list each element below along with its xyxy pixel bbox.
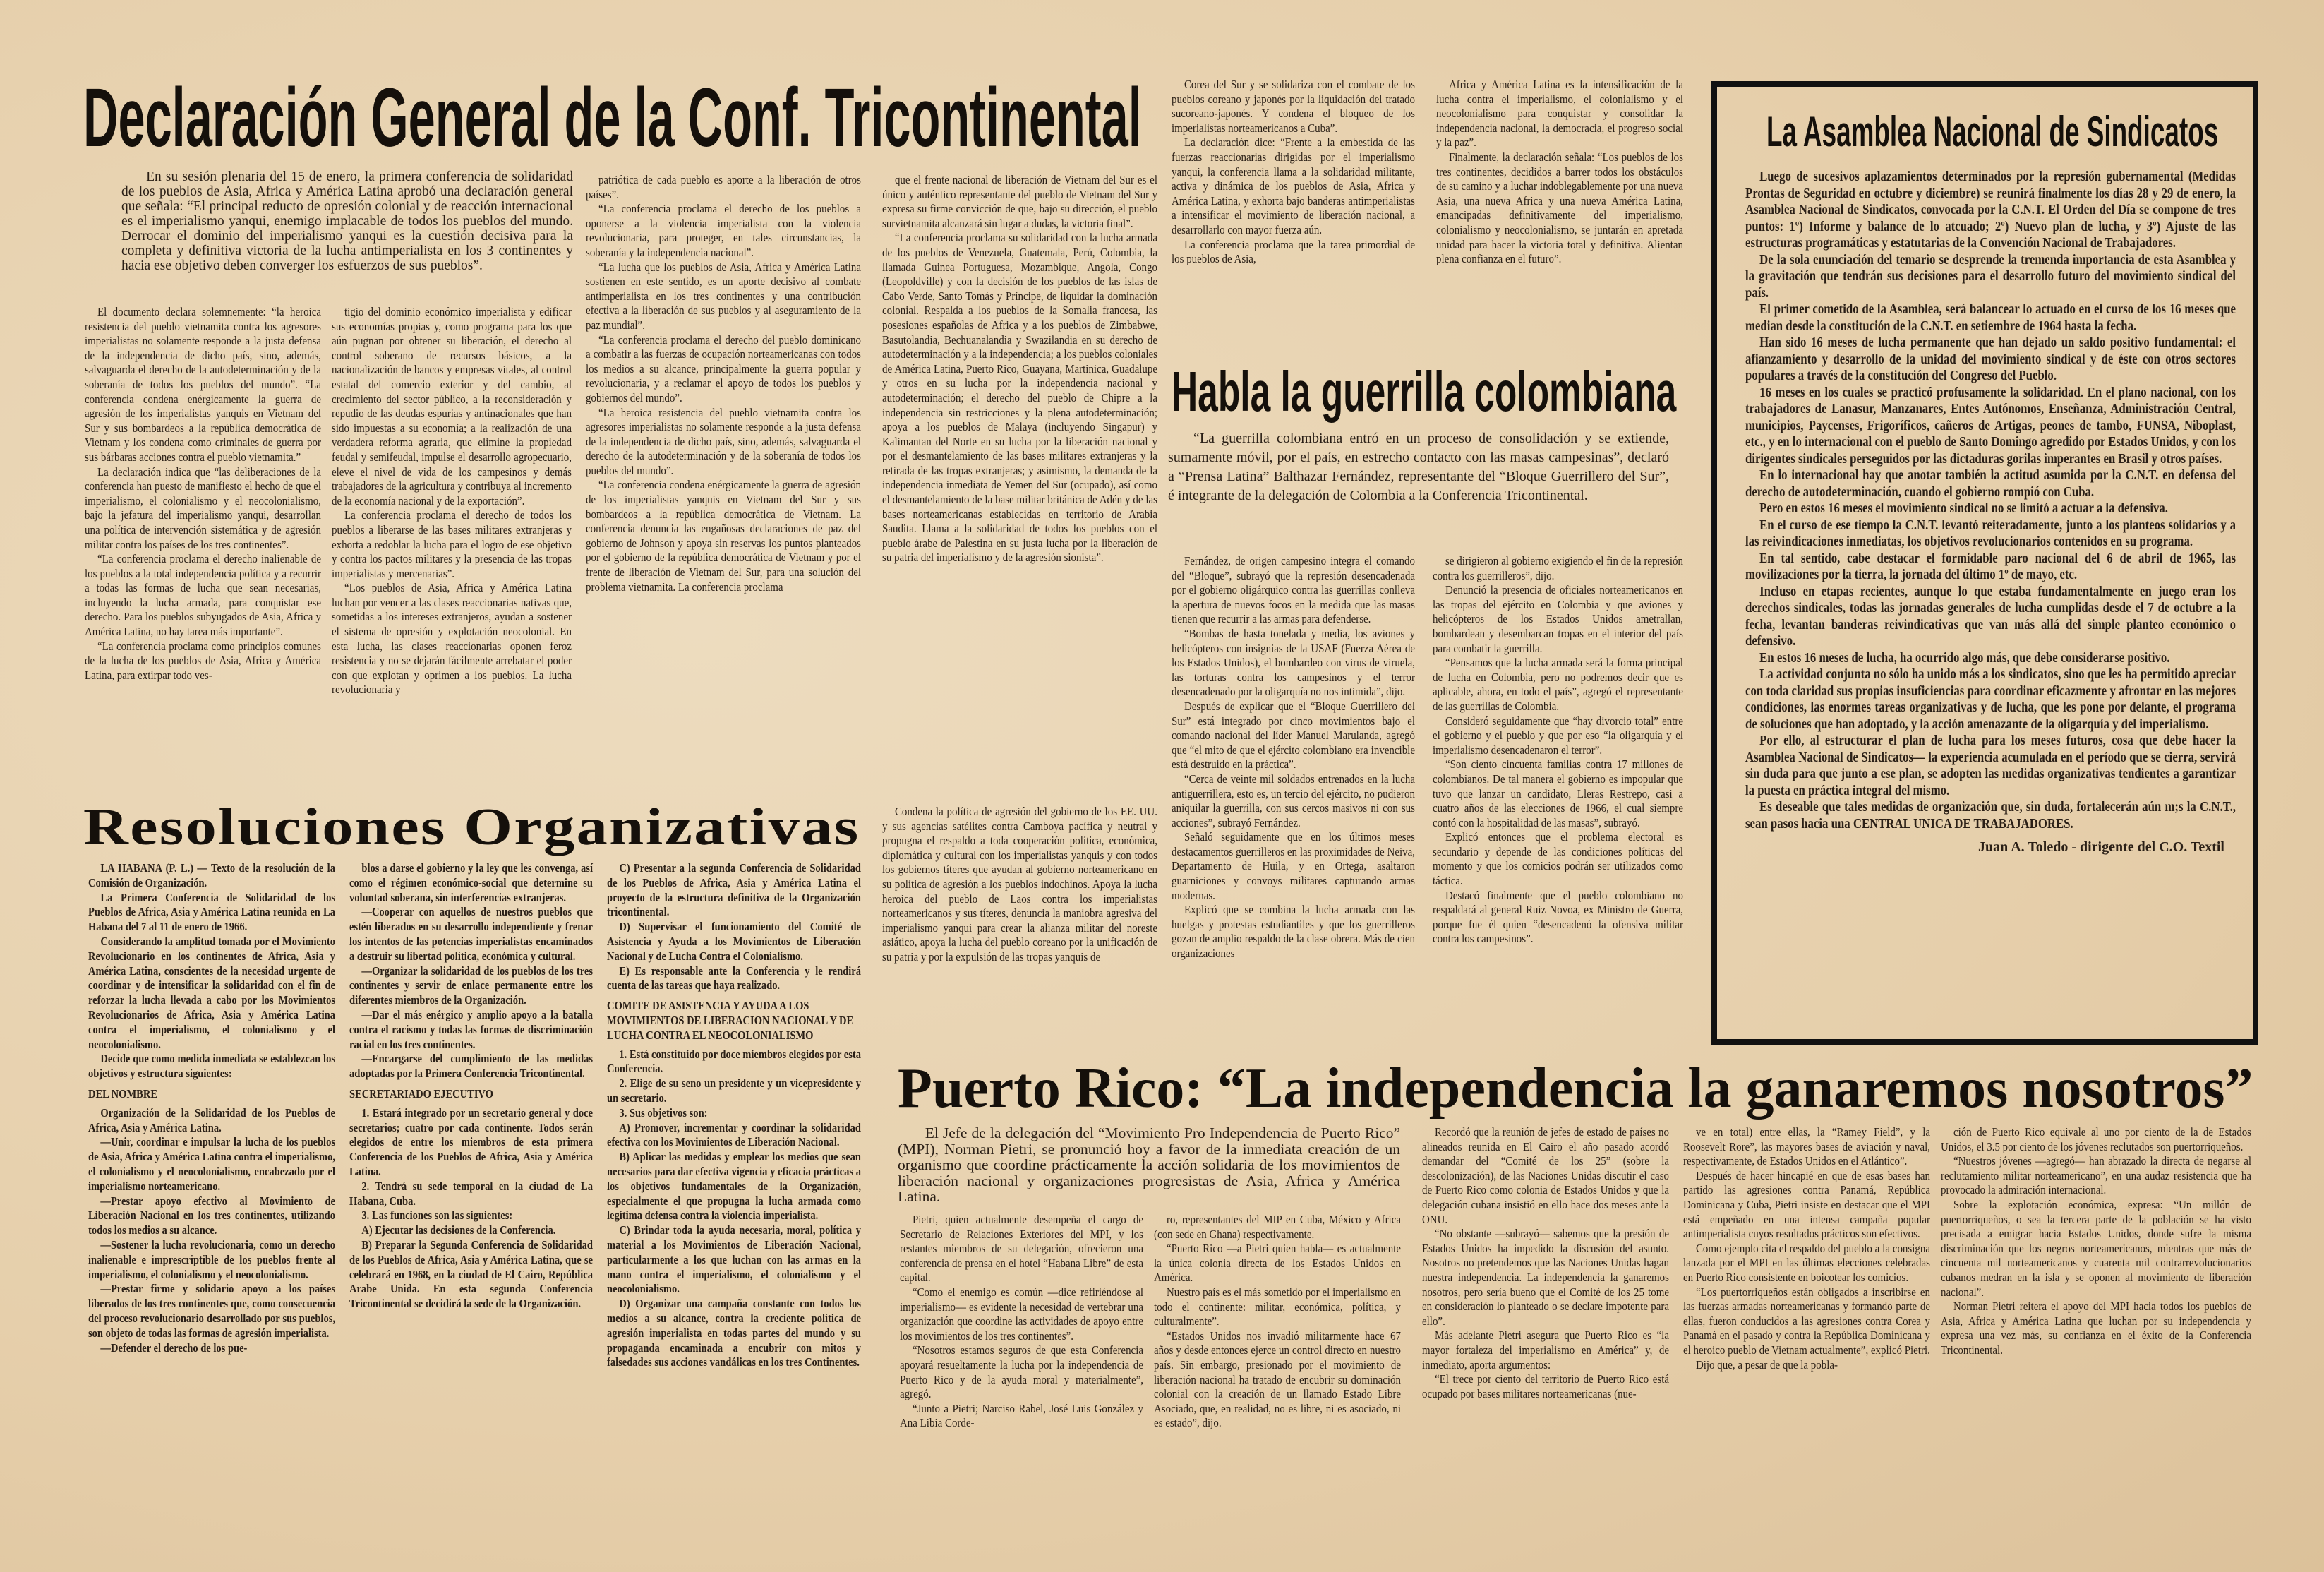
paragraph: C) Presentar a la segunda Conferencia de Solidaridad de los Pueblos de Africa, Asia y América Latina el proyecto de la estructura definitiva de la Organización tricontinental.: [607, 861, 861, 919]
puertorico-column-3: [1422, 1125, 1669, 1401]
puertorico-column-1: [900, 1213, 1143, 1431]
tricontinental-column-1: [85, 305, 321, 683]
asamblea-headline: La Asamblea Nacional de Sindicatos: [1766, 108, 2219, 155]
paragraph: Africa y América Latina es la intensificación de la lucha contra el imperialismo, el colonialismo y el neocolonialismo para conquistar y consolidar la independencia nacional, la democracia, el progreso social y la paz”.: [1436, 78, 1683, 150]
paragraph: Por ello, al estructurar el plan de lucha para los meses futuros, cosa que debe hacer la Asamblea Nacional de Sindicatos— la experiencia acumulada en el período que se cierra, servirá sin duda para que junto a ese plan, se adopten las medidas organizativas tendientes a garantizar la puesta en práctica integral del mismo.: [1745, 733, 2236, 798]
tricontinental-column-6: [1172, 78, 1415, 267]
paragraph: tigio del dominio económico imperialista y edificar sus economías propias y, como programa para los que aún pugnan por obtener su liberación, el derecho al control soberano de recursos básicos, a la nacionalización de bancos y empresas vitales, al control estatal del comercio exterior y del cambio, al crecimiento del sector público, a la reconsideración y repudio de las deudas espurias y antinacionales que han sido impuestas a su economía; a la realización de una verdadera reforma agraria, que elimine la propiedad feudal y semifeudal, impulse el desarrollo agropecuario, eleve el nivel de vida de los campesinos y demás trabajadores de la agricultura y contribuya al incremento de la economía nacional y de la exportación”.: [332, 305, 572, 508]
paragraph: —Organizar la solidaridad de los pueblos de los tres continentes y servir de enlace permanente entre los diferentes miembros de la Organización.: [349, 964, 593, 1007]
paragraph: A) Ejecutar las decisiones de la Conferencia.: [361, 1223, 556, 1237]
guerrilla-column-1: [1172, 554, 1415, 961]
paragraph: Pietri, quien actualmente desempeña el cargo de Secretario de Relaciones Exteriores del MPI, y los restantes miembros de su delegación, ofrecieron una conferencia de prensa en el hotel “Habana Libre” de esta capital.: [900, 1213, 1143, 1285]
paragraph: La declaración indica que “las deliberaciones de la conferencia han puesto de manifiesto el hecho de que el imperialismo, el colonialismo y el neocolonialismo, bajo la jefatura del imperialismo yanqui, desarrollan una política de intervención sistemática y de agresión militar contra los países de los tres continentes”.: [85, 464, 321, 551]
paragraph: —Prestar apoyo efectivo al Movimiento de Liberación Nacional en los tres continentes, utilizando todos los medios a su alcance.: [88, 1194, 335, 1237]
paragraph: De la sola enunciación del temario se desprende la tremenda importancia de esta Asamblea y la gravitación que tendrán sus decisiones para el desarrollo futuro del movimiento sindical del país.: [1745, 252, 2236, 301]
paragraph: Nuestro país es el más sometido por el imperialismo en todo el continente: militar, económica, política, y culturalmente”.: [1154, 1285, 1401, 1328]
guerrilla-lede: [1168, 429, 1669, 505]
paragraph: “Junto a Pietri; Narciso Rabel, José Luis González y Ana Libia Corde-: [900, 1401, 1143, 1430]
paragraph: En lo internacional hay que anotar también la actitud asumida por la C.N.T. en defensa del derecho de autodeterminación, cuando el gobierno rompió con Cuba.: [1745, 468, 2236, 500]
paragraph: B) Aplicar las medidas y emplear los medios que sean necesarios para dar efectiva vigencia y eficacia prácticas a los objetivos fundamentales de la Organización, especialmente el que propugna la lucha armada como legítima defensa contra la violencia imperialista.: [607, 1150, 861, 1223]
paragraph: Pero en estos 16 meses el movimiento sindical no se limitó a actuar a la defensiva.: [1759, 501, 2168, 516]
tricontinental-column-3: [586, 173, 861, 594]
paragraph: Norman Pietri reitera el apoyo del MPI hacia todos los pueblos de Asia, Africa y América Latina que luchan por su independencia y expresa una vez más, su confianza en el éxito de la Conferencia Tricontinental.: [1941, 1300, 2251, 1357]
paragraph: —Dar el más enérgico y amplio apoyo a la batalla contra el racismo y todas las formas de discriminación racial en los tres continentes.: [349, 1007, 593, 1051]
paragraph: Explicó que se combina la lucha armada con las huelgas y protestas estudiantiles y que los guerrilleros gozan de amplio respaldo de la clase obrera. Más de cien organizaciones: [1172, 903, 1415, 961]
asamblea-box: [1711, 81, 2258, 1045]
paragraph: D) Supervisar el funcionamiento del Comité de Asistencia y Ayuda a los Movimientos de Liberación Nacional y de Lucha Contra el Colonialismo.: [607, 920, 861, 963]
paragraph: “Cerca de veinte mil soldados entrenados en la lucha antiguerrillera, esto es, un tercio del ejército, no pudieron aniquilar la guerrilla, con sus cercos masivos ni con sus acciones”, subrayó Fernández.: [1172, 772, 1415, 829]
paragraph: En tal sentido, cabe destacar el formidable paro nacional del 6 de abril de 1965, las movilizaciones por la tierra, la jornada del último 1º de mayo, etc.: [1745, 551, 2236, 582]
paragraph: A) Promover, incrementar y coordinar la solidaridad efectiva con los Movimientos de Liberación Nacional.: [607, 1120, 861, 1149]
resoluciones-column-2: [349, 861, 593, 1312]
paragraph: B) Preparar la Segunda Conferencia de Solidaridad de los Pueblos de Africa, Asia y América Latina, que se celebrará en 1968, en la ciudad de El Cairo, República Arabe Unida. En esta segunda Conferencia Tricontinental se decidirá la sede de la Organización.: [349, 1237, 593, 1311]
paragraph: Han sido 16 meses de lucha permanente que han dejado un saldo positivo fundamental: el afianzamiento y desarrollo de la unidad del movimiento sindical y de éste con otros sectores populares a través de la constitución del Congreso del Pueblo.: [1745, 335, 2236, 383]
paragraph: Como ejemplo cita el respaldo del pueblo a la consigna lanzada por el MPI en las últimas elecciones celebradas en Puerto Rico consistente en boicotear los comicios.: [1683, 1241, 1930, 1284]
resoluciones-column-3: [607, 861, 861, 1370]
paragraph: Dijo que, a pesar de que la pobla-: [1695, 1357, 1838, 1372]
paragraph: En estos 16 meses de lucha, ha ocurrido algo más, que debe considerarse positivo.: [1759, 650, 2170, 666]
paragraph: Sobre la explotación económica, expresa: “Un millón de puertorriqueños, o sea la tercera parte de la población se ha visto precisada a emigrar hacia Estados Unidos, donde sufre la misma discriminación que los negros norteamericanos, mientras que más de cincuenta mil norteamericanos y cuarenta mil contrarrevolucionarios cubanos medran en la isla y se oponen al movimiento de liberación nacional”.: [1941, 1197, 2251, 1299]
paragraph: Organización de la Solidaridad de los Pueblos de Africa, Asia y América Latina.: [88, 1105, 335, 1134]
paragraph: —Encargarse del cumplimiento de las medidas adoptadas por la Primera Conferencia Tricontinental.: [349, 1052, 593, 1081]
paragraph: Recordó que la reunión de jefes de estado de países no alineados reunida en El Cairo el año pasado acordó demandar del “Comité de los 25” (sobre la descolonización), de las Naciones Unidas discutir el caso de Puerto Rico como colonia de Estados Unidos y que la delegación cubana insistió en ello hace dos meses ante la ONU.: [1422, 1125, 1669, 1226]
puertorico-lede: [898, 1125, 1400, 1205]
puertorico-column-4: [1683, 1125, 1930, 1372]
paragraph: “La guerrilla colombiana entró en un proceso de consolidación y se extiende, sumamente móvil, por el país, en estrecho contacto con las masas campesinas”, declaró a “Prensa Latina” Balthazar Fernández, representante del “Bloque Guerrillero del Sur”, é integrante de la delegación de Colombia a la Conferencia Tricontinental.: [1168, 431, 1669, 503]
paragraph: Después de hacer hincapié en que de esas bases han partido las agresiones contra Panamá, República Dominicana y Cuba, Pietri insiste en destacar que el MPI está empeñado en una intensa campaña popular antimperialista cuyos resultados prácticos son efectivos.: [1683, 1168, 1930, 1241]
paragraph: 2. Tendrá su sede temporal en la ciudad de La Habana, Cuba.: [349, 1179, 593, 1208]
paragraph: “La conferencia condena enérgicamente la guerra de agresión de los imperialistas yanquis en Vietnam del Sur y sus bombardeos a la república democrática de Vietnam. La conferencia denuncia las engañosas declaraciones de paz del gobierno de Johnson y apoya sin reservas los puntos planteados por el gobierno de la república democrática de Vietnam y por el frente de liberación de Vietnam del Sur, para una solución del problema vietnamita. La conferencia proclama: [586, 478, 861, 594]
paragraph: ción de Puerto Rico equivale al uno por ciento de la de Estados Unidos, el 3.5 por ciento de los jóvenes reclutados son puertorriqueños.: [1941, 1125, 2251, 1153]
paragraph: “La conferencia proclama como principios comunes de la lucha de los pueblos de Asia, Africa y América Latina, para extirpar todo ves-: [85, 639, 321, 682]
tricontinental-lede: [121, 169, 573, 273]
section-heading: COMITE DE ASISTENCIA Y AYUDA A LOS MOVIMIENTOS DE LIBERACION NACIONAL Y DE LUCHA CONTRA EL NEOCOLONIALISMO: [607, 999, 854, 1042]
tricontinental-column-4: [882, 173, 1157, 565]
paragraph: blos a darse el gobierno y la ley que les convenga, así como el régimen económico-social que determine su voluntad soberana, sin interferencias extranjeras.: [349, 861, 593, 904]
paragraph: Denunció la presencia de oficiales norteamericanos en las tropas del ejército en Colombia y que aviones y helicópteros de los Estados Unidos ametrallan, bombardean y desembarcan tropas en el interior del país para combatir la guerrilla.: [1433, 583, 1683, 655]
paragraph: El primer cometido de la Asamblea, será balancear lo actuado en el curso de los 16 meses que median desde la constitución de la C.N.T. en setiembre de 1964 hasta la fecha.: [1745, 302, 2236, 334]
paragraph: Después de explicar que el “Bloque Guerrillero del Sur” está integrado por cinco movimientos bajo el comando nacional del líder Manuel Marulanda, agregó que “el mito de que el ejército colombiano era invencible está destruido en la práctica”.: [1172, 699, 1415, 772]
asamblea-signature: Juan A. Toledo - dirigente del C.O. Textil: [1978, 839, 2224, 855]
paragraph: “La conferencia proclama su solidaridad con la lucha armada de los pueblos de Venezuela, Guatemala, Perú, Colombia, la llamada Guinea Portuguesa, Mozambique, Angola, Congo (Leopoldville) y con la decisión de los pueblos de las islas de Cabo Verde, Santo Tomás y Príncipe, de liquidar la dominación colonial. Respalda a los pueblos de la Somalia francesa, las posesiones españolas de Africa y a los pueblos de Zimbabwe, Basutolandia, Bechuanalandia y Swazilandia en su derecho de autodeterminación y a la independencia; a los pueblos coloniales de América Latina, Puerto Rico, Guayana, Martinica, Guadalupe y otros en su lucha por la independencia nacional y autodeterminación; el derecho del pueblo de Chipre a la independencia sin restricciones y la plena autodeterminación; apoya a los pueblos de Malaya (incluyendo Singapur) y Kalimantan del Norte en su lucha por la liberación nacional y por el desmantelamiento de las bases militares extranjeras y la retirada de las tropas extranjeras; y asimismo, la demanda de la independencia inmediata de Yemen del Sur (ocupado), así como el desmantelamiento de la base militar británica de Adén y de las bases norteamericanas establecidas en territorio de Arabia Saudita. Llama a la solidaridad de todos los pueblos con el pueblo árabe de Palestina en su justa lucha por la liberación de su patria del imperialismo y de la agresión sionista”.: [882, 231, 1157, 565]
puertorico-headline: Puerto Rico: “La independencia la ganaremos nosotros”: [898, 1057, 2253, 1120]
paragraph: “Los pueblos de Asia, Africa y América Latina luchan por vencer a las clases reaccionarias nativas que, sometidas a los intereses extranjeros, ayudan a sostener el sistema de opresión y explotación neocolonial. En esta lucha, las clases reaccionarias oponen feroz resistencia y no se dejarán fácilmente arrebatar el poder con que explotan y oprimen a los pueblos. La lucha revolucionaria y: [332, 581, 572, 697]
paragraph: Más adelante Pietri asegura que Puerto Rico es “la mayor fortaleza del imperialismo en América” y, de inmediato, aporta argumentos:: [1422, 1328, 1669, 1372]
paragraph: Decide que como medida inmediata se establezcan los objetivos y estructura siguientes:: [88, 1052, 335, 1081]
guerrilla-column-2: [1433, 554, 1683, 947]
paragraph: “Pensamos que la lucha armada será la forma principal de lucha en Colombia, pero no podremos decir que es aplicable, ahora, en todo el país”, agregó el representante de las guerrillas de Colombia.: [1433, 656, 1683, 713]
paragraph: Señaló seguidamente que en los últimos meses destacamentos guerrilleros en las proximidades de Neiva, Departamento de Huila, y en Ortega, asaltaron guarniciones y convoys militares capturando armas modernas.: [1172, 830, 1415, 902]
paragraph: En su sesión plenaria del 15 de enero, la primera conferencia de solidaridad de los pueblos de Asia, Africa y América Latina aprobó una declaración general que señala: “El principal reducto de opresión colonial y de reacción internacional es el imperialismo yanqui, enemigo implacable de todos los pueblos del mundo. Derrocar el dominio del imperialismo yanqui es la cuestión decisiva para la completa y definitiva victoria de la lucha antimperialista en los 3 continentes y hacia ese objetivo deben converger los esfuerzos de sus pueblos”.: [121, 169, 573, 273]
paragraph: “No obstante —subrayó— sabemos que la presión de Estados Unidos ha impedido la discusión del asunto. Nosotros no pretendemos que las Naciones Unidas hagan nuestra independencia. La independencia la ganaremos nosotros, pero sería bueno que el Comité de los 25 tome en consideración lo planteado o se declare impotente para ello”.: [1422, 1227, 1669, 1328]
paragraph: —Sostener la lucha revolucionaria, como un derecho inalienable e imprescriptible de los pueblos frente al imperialismo, el colonialismo y el neocolonialismo.: [88, 1237, 335, 1281]
paragraph: La conferencia proclama el derecho de todos los pueblos a liberarse de las bases militares extranjeras y exhorta a redoblar la lucha para el logro de ese objetivo y contra los pactos militares y la presencia de las tropas imperialistas y mercenarias”.: [332, 508, 572, 580]
paragraph: Finalmente, la declaración señala: “Los pueblos de los tres continentes, decididos a barrer todos los obstáculos de su camino y a luchar indoblegablemente por una nueva Asia, una nueva Africa y una nueva América Latina, emancipadas definitivamente del imperialismo, colonialismo y neocolonialismo, se juntarán en apretada unidad para hacer la victoria total y definitiva. Alientan plena confianza en el futuro”.: [1436, 150, 1683, 266]
paragraph: Considerando la amplitud tomada por el Movimiento Revolucionario en los continentes de Africa, Asia y América Latina, conscientes de la necesidad urgente de coordinar y de intensificar la solidaridad con el fin de reforzar la lucha llevada a cabo por los Movimientos Revolucionarios de Africa, Asia y América Latina contra el imperialismo, el colonialismo y el neocolonialismo.: [88, 934, 335, 1051]
paragraph: ro, representantes del MIP en Cuba, México y Africa (con sede en Ghana) respectivamente.: [1154, 1213, 1401, 1241]
paragraph: que el frente nacional de liberación de Vietnam del Sur es el único y auténtico representante del pueblo de Vietnam del Sur y expresa su firme convicción de que, bajo su dirección, el pueblo survietnamita alcanzará sin lugar a dudas, la victoria final”.: [882, 173, 1157, 230]
tricontinental-column-5: [882, 805, 1157, 965]
paragraph: “La conferencia proclama el derecho de los pueblos a oponerse a la violencia imperialista con la violencia revolucionaria, para proteger, en tales circunstancias, la soberanía y la independencia nacional”.: [586, 202, 861, 259]
guerrilla-headline: Habla la guerrilla colombiana: [1172, 360, 1677, 423]
resoluciones-column-1: [88, 861, 335, 1355]
paragraph: “La conferencia proclama el derecho del pueblo dominicano a combatir a las fuerzas de ocupación norteamericanas con todos los medios a su alcance, principalmente la guerra popular y revolucionaria, y a reclamar el apoyo de todos los pueblos y gobiernos del mundo”.: [586, 332, 861, 404]
paragraph: “Nosotros estamos seguros de que esta Conferencia apoyará resueltamente la lucha por la independencia de Puerto Rico y de la ayuda moral y materialmente”, agregó.: [900, 1343, 1143, 1401]
paragraph: se dirigieron al gobierno exigiendo el fin de la represión contra los guerrilleros”, dijo.: [1433, 554, 1683, 582]
paragraph: La actividad conjunta no sólo ha unido más a los sindicatos, sino que les ha permitido apreciar con toda claridad sus propias insuficiencias para coordinar eficazmente y afrontar en las mejores condiciones, las enormes tareas organizativas y de lucha, que les pone por delante, el programa de soluciones que han adoptado, y la acción amenazante de la oligarquía y del imperialismo.: [1745, 667, 2236, 732]
paragraph: “La lucha que los pueblos de Asia, Africa y América Latina sostienen en este sentido, es un aporte decisivo al combate antimperialista en los tres continentes y una contribución efectiva a la liberación de sus pueblos y al aseguramiento de la paz mundial”.: [586, 260, 861, 332]
paragraph: Consideró seguidamente que “hay divorcio total” entre el gobierno y el pueblo y que por eso “la oligarquía y el imperialismo desencadenaron el terror”.: [1433, 714, 1683, 757]
section-heading: SECRETARIADO EJECUTIVO: [349, 1086, 493, 1100]
paragraph: —Unir, coordinar e impulsar la lucha de los pueblos de Asia, Africa y América Latina contra el imperialismo, el colonialismo y el neocolonialismo, encabezado por el imperialismo norteamericano.: [88, 1135, 335, 1193]
paragraph: “La heroica resistencia del pueblo vietnamita contra los agresores imperialistas no solamente responde a la justa defensa de la independencia de dicho país, sino, además, salvaguarda el derecho de la autodeterminación y de la soberanía de todos los pueblos del mundo”.: [586, 405, 861, 477]
paragraph: Explicó entonces que el problema electoral es secundario y depende de las condiciones políticas del momento y que los comicios podrán ser utilizados como táctica.: [1433, 830, 1683, 888]
paragraph: “El trece por ciento del territorio de Puerto Rico está ocupado por bases militares norteamericanas (nue-: [1422, 1372, 1669, 1400]
asamblea-body: [1745, 169, 2236, 832]
paragraph: “Bombas de hasta tonelada y media, los aviones y helicópteros con insignias de la USAF (Fuerza Aérea de los Estados Unidos), el bombardeo con virus de viruela, las torturas contra los campesinos y el terror desencadenado por la oligarquía no nos intimida”, dijo.: [1172, 626, 1415, 699]
paragraph: 3. Las funciones son las siguientes:: [361, 1208, 513, 1223]
paragraph: E) Es responsable ante la Conferencia y le rendirá cuenta de las tareas que haya realizado.: [607, 964, 861, 992]
paragraph: 2. Elige de su seno un presidente y un vicepresidente y un secretario.: [607, 1076, 861, 1105]
paragraph: El Jefe de la delegación del “Movimiento Pro Independencia de Puerto Rico” (MPI), Norman Pietri, se pronunció hoy a favor de la inmediata creación de un organismo que coordine prácticamente la acción solidaria de los movimientos de liberación nacional y organizaciones progresistas de Asia, Africa y América Latina.: [898, 1124, 1400, 1205]
paragraph: Corea del Sur y se solidariza con el combate de los pueblos coreano y japonés por la liquidación del tratado sucoreano-japonés. Y condena el bloqueo de los imperialistas norteamericanos a Cuba”.: [1172, 78, 1415, 135]
paragraph: “Los puertorriqueños están obligados a inscribirse en las fuerzas armadas norteamericanas y formando parte de ellas, fueron conducidos a las agresiones contra Corea y Panamá en el pasado y contra la República Dominicana y el heroico pueblo de Vietnam actualmente”, explicó Pietri.: [1683, 1285, 1930, 1357]
paragraph: Destacó finalmente que el pueblo colombiano no respaldará al general Ruiz Novoa, ex Ministro de Guerra, porque fue él quien “desencadenó la ofensiva militar contra los campesinos”.: [1433, 888, 1683, 946]
resoluciones-headline: Resoluciones Organizativas: [83, 798, 860, 856]
tricontinental-column-7: [1436, 78, 1683, 267]
paragraph: En el curso de ese tiempo la C.N.T. levantó reiteradamente, junto a los planteos solidarios y a las reivindicaciones inmediatas, los objetivos revolucionarios contenidos en su programa.: [1745, 517, 2236, 549]
paragraph: La Primera Conferencia de Solidaridad de los Pueblos de Africa, Asia y América Latina reunida en La Habana del 7 al 11 de enero de 1966.: [88, 890, 335, 934]
puertorico-column-2: [1154, 1213, 1401, 1431]
paragraph: —Cooperar con aquellos de nuestros pueblos que estén liberados en su desarrollo independiente y frenar los intentos de las potencias imperialistas encaminados a destruir su libertad política, económica y cultural.: [349, 905, 593, 963]
paragraph: La declaración dice: “Frente a la embestida de las fuerzas reaccionarias dirigidas por el imperialismo yanqui, la conferencia llama a la solidaridad militante, activa y dinámica de los pueblos de Asia, Africa y América Latina, y exhorta bajo banderas antimperialistas a intensificar el movimiento de liberación nacional, a desarrollarlo con mayor fuerza aún.: [1172, 136, 1415, 236]
paragraph: —Prestar firme y solidario apoyo a los países liberados de los tres continentes que, como consecuencia del proceso revolucionario desarrollado por sus pueblos, son objeto de todas las formas de agresión imperialista.: [88, 1282, 335, 1340]
paragraph: 1. Estará integrado por un secretario general y doce secretarios; cuatro por cada continente. Todos serán elegidos de entre los miembros de esta primera Conferencia de los Pueblos de Africa, Asia y América Latina.: [349, 1105, 593, 1178]
paragraph: “La conferencia proclama el derecho inalienable de los pueblos a la total independencia política y a recurrir a todas las formas de lucha que sean necesarias, incluyendo la lucha armada, para conquistar ese derecho. Para los pueblos subyugados de Asia, Africa y América Latina, no hay tarea más importante”.: [85, 552, 321, 639]
paragraph: LA HABANA (P. L.) — Texto de la resolución de la Comisión de Organización.: [88, 861, 335, 889]
tricontinental-headline: Declaración General de la Conf. Tricontinental: [83, 71, 1142, 164]
paragraph: C) Brindar toda la ayuda necesaria, moral, política y material a los Movimientos de Liberación Nacional, particularmente a los que luchan con las armas en la mano contra el imperialismo, el colonialismo y el neocolonialismo.: [607, 1223, 861, 1296]
paragraph: Condena la política de agresión del gobierno de los EE. UU. y sus agencias satélites contra Camboya pacífica y neutral y propugna el respaldo a toda cooperación política, económica, diplomática y cultural con los imperialistas yanquis y con todos los gobiernos títeres que ayudan al gobierno norteamericano en su política de agresión a los pueblos indochinos. Apoya la lucha heroica del pueblo de Laos contra los imperialistas norteamericanos y sus títeres, denuncia la maniobra agresiva del imperialismo yanqui para crear la alianza militar del noreste asiático, apoya la lucha del pueblo coreano por la unificación de su patria y por la expulsión de las tropas yanquis de: [882, 805, 1157, 964]
paragraph: Es deseable que tales medidas de organización que, sin duda, fortalecerán aún m;s la C.N.T., sean pasos hacia una CENTRAL UNICA DE TRABAJADORES.: [1745, 800, 2236, 832]
paragraph: “Son ciento cincuenta familias contra 17 millones de colombianos. De tal manera el gobierno es impopular que tuvo que lanzar un candidato, Lleras Restrepo, casi a cuatro años de las elecciones de 1966, el cual siempre contó con la hospitalidad de las masas”, subrayó.: [1433, 757, 1683, 829]
paragraph: “Estados Unidos nos invadió militarmente hace 67 años y desde entonces ejerce un control directo en nuestro país. Sin embargo, presionado por el movimiento de liberación nacional ha tratado de encubrir su dominación colonial con la creación de un llamado Estado Libre Asociado, que, en realidad, no es libre, ni es asociado, ni es estado”, dijo.: [1154, 1328, 1401, 1430]
paragraph: ve en total) entre ellas, la “Ramey Field”, y la Roosevelt Rore”, las mayores bases de aviación y naval, respectivamente, de Estados Unidos en el Atlántico”.: [1683, 1125, 1930, 1168]
paragraph: El documento declara solemnemente: “la heroica resistencia del pueblo vietnamita contra los agresores imperialistas no solamente responde a la justa defensa de la independencia de dicho país, sino, además, salvaguarda el derecho de la autodeterminación y de la soberanía de todos los pueblos del mundo”. “La conferencia condena enérgicamente la guerra de agresión de los imperialistas yanquis en Vietnam del Sur y sus bombardeos a la república democrática de Vietnam y los condena como criminales de guerra por sus bárbaras acciones contra el pueblo vietnamita.”: [85, 305, 321, 464]
paragraph: “Como el enemigo es común —dice refiriéndose al imperialismo— es evidente la necesidad de vertebrar una organización que coordine las actividades de apoyo entre los movimientos de los tres continentes”.: [900, 1285, 1143, 1343]
paragraph: patriótica de cada pueblo es aporte a la liberación de otros países”.: [586, 173, 861, 201]
paragraph: La conferencia proclama que la tarea primordial de los pueblos de Asia,: [1172, 237, 1415, 266]
paragraph: “Nuestros jóvenes —agregó— han abrazado la directa de negarse al reclutamiento militar norteamericano”, en una audaz resistencia que ha provocado la admiración internacional.: [1941, 1154, 2251, 1197]
paragraph: Luego de sucesivos aplazamientos determinados por la represión gubernamental (Medidas Prontas de Seguridad en octubre y diciembre) se reunirá finalmente los días 28 y 29 de enero, la Asamblea Nacional de Sindicatos, convocada por la C.N.T. El Orden del Día se compone de tres puntos: 1º) Informe y balance de lo atcuado; 2º) Nuevo plan de lucha, y 3º) Ajuste de las estructuras programáticas y estatutarias de la Convención Nacional de Trabajadores.: [1745, 169, 2236, 251]
paragraph: “Puerto Rico —a Pietri quien habla— es actualmente la única colonia directa de los Estados Unidos en América.: [1154, 1242, 1401, 1285]
paragraph: —Defender el derecho de los pue-: [100, 1340, 248, 1355]
puertorico-column-5: [1941, 1125, 2251, 1358]
paragraph: 1. Está constituido por doce miembros elegidos por esta Conferencia.: [607, 1047, 861, 1076]
paragraph: 3. Sus objetivos son:: [619, 1105, 708, 1120]
paragraph: Fernández, de origen campesino integra el comando del “Bloque”, subrayó que la represión desencadenada por el gobierno oligárquico contra las guerrillas conlleva la apertura de nuevos focos en la medida que las masas tienen que recurrir a las armas para defenderse.: [1172, 554, 1415, 626]
paragraph: 16 meses en los cuales se practicó profusamente la solidaridad. En el plano nacional, con los trabajadores de Lanasur, Manzanares, Entes Autónomos, Enseñanza, Administración Central, municipios, Paycenses, Frigoríficos, cañeros de Artigas, peones de tambo, FUNSA, Niboplast, etc., y en lo internacional con el pueblo de Santo Domingo agredido por Estados Unidos, y con los dirigentes sindicales perseguidos por las dictaduras gorilas imperantes en Brasil y otros países.: [1745, 385, 2236, 467]
section-heading: DEL NOMBRE: [88, 1086, 158, 1100]
paragraph: Incluso en etapas recientes, aunque lo que estaba fundamentalmente en juego eran los derechos sindicales, todas las jornadas generales de lucha cumplidas desde el 7 de octubre a la fecha, levantan banderas reivindicativas que van más allá del simple planteo económico o defensivo.: [1745, 584, 2236, 649]
tricontinental-column-2: [332, 305, 572, 697]
paragraph: D) Organizar una campaña constante con todos los medios a su alcance, contra la creciente política de agresión imperialista en todas partes del mundo y su propaganda encaminada a encubrir con mitos y falsedades sus acciones vandálicas en los tres Continentes.: [607, 1297, 861, 1369]
